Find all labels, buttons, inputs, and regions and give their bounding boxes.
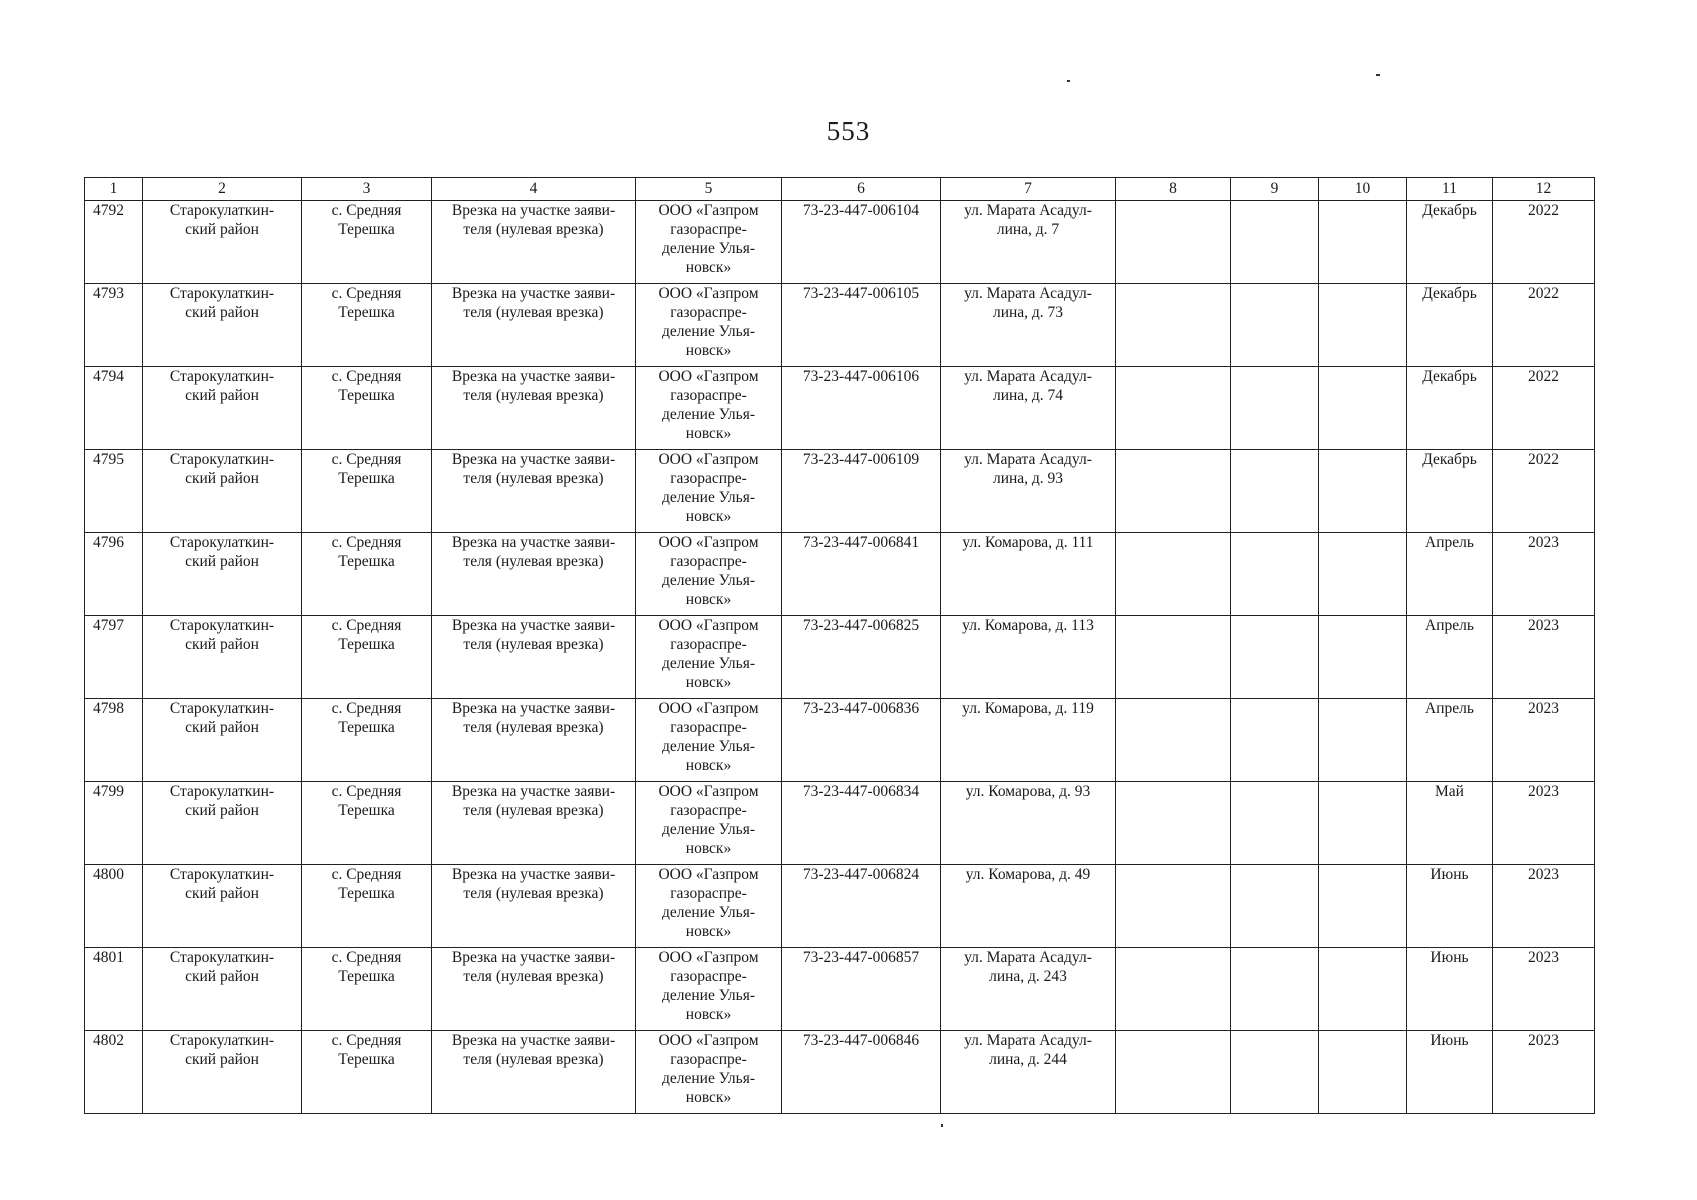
address-text: ул. Марата Асадул- лина, д. 243 <box>964 949 1092 985</box>
column-header-11: 11 <box>1407 178 1493 201</box>
table-row <box>85 948 1595 1031</box>
month-cell <box>1407 1031 1493 1114</box>
column-header-7: 7 <box>941 178 1116 201</box>
table-row <box>85 1031 1595 1114</box>
address-cell <box>941 284 1116 367</box>
month-text: Декабрь <box>1422 451 1477 468</box>
address-cell <box>941 1031 1116 1114</box>
column-9-cell <box>1231 782 1319 865</box>
district-text: Старокулаткин- ский район <box>169 949 275 985</box>
organization-text: ООО «Газпром газораспре- деление Улья- новск» <box>658 285 759 359</box>
row-number-text: 4802 <box>93 1032 124 1049</box>
page-number: 553 <box>826 116 871 146</box>
month-text: Декабрь <box>1422 368 1477 385</box>
organization-cell <box>636 450 782 533</box>
district-cell <box>143 201 302 284</box>
month-text: Декабрь <box>1422 285 1477 302</box>
work-type-cell <box>432 865 636 948</box>
cadastral-code-text: 73-23-447-006105 <box>802 285 920 302</box>
year-text: 2022 <box>1528 451 1559 468</box>
cadastral-code-text: 73-23-447-006834 <box>802 783 920 800</box>
village-cell <box>302 1031 432 1114</box>
year-text: 2022 <box>1528 285 1559 302</box>
village-cell <box>302 284 432 367</box>
work-type-text: Врезка на участке заяви- теля (нулевая врезка) <box>451 783 616 819</box>
column-9-cell <box>1231 1031 1319 1114</box>
year-text: 2023 <box>1528 1032 1559 1049</box>
month-text: Апрель <box>1425 534 1474 551</box>
data-table <box>84 177 1595 1114</box>
table-row <box>85 782 1595 865</box>
work-type-text: Врезка на участке заяви- теля (нулевая врезка) <box>451 1032 616 1068</box>
column-10-cell <box>1319 616 1407 699</box>
village-text: с. Средняя Терешка <box>331 368 402 404</box>
column-9-cell <box>1231 865 1319 948</box>
column-header-4: 4 <box>432 178 636 201</box>
organization-text: ООО «Газпром газораспре- деление Улья- новск» <box>658 451 759 525</box>
district-cell <box>143 284 302 367</box>
work-type-text: Врезка на участке заяви- теля (нулевая врезка) <box>451 866 616 902</box>
column-8-cell <box>1116 616 1231 699</box>
address-text: ул. Комарова, д. 119 <box>962 700 1094 717</box>
row-number-text: 4792 <box>93 202 124 219</box>
village-cell <box>302 450 432 533</box>
organization-cell <box>636 616 782 699</box>
district-text: Старокулаткин- ский район <box>169 534 275 570</box>
year-cell <box>1493 699 1595 782</box>
month-cell <box>1407 201 1493 284</box>
row-number-text: 4795 <box>93 451 124 468</box>
column-header-8: 8 <box>1116 178 1231 201</box>
row-number-cell <box>85 616 143 699</box>
column-header-5: 5 <box>636 178 782 201</box>
column-header-6: 6 <box>782 178 941 201</box>
table-row <box>85 533 1595 616</box>
month-text: Май <box>1435 783 1464 800</box>
village-text: с. Средняя Терешка <box>331 949 402 985</box>
district-text: Старокулаткин- ский район <box>169 700 275 736</box>
work-type-cell <box>432 367 636 450</box>
year-cell <box>1493 284 1595 367</box>
column-9-cell <box>1231 201 1319 284</box>
month-text: Июнь <box>1430 866 1469 883</box>
organization-text: ООО «Газпром газораспре- деление Улья- новск» <box>658 783 759 857</box>
district-cell <box>143 865 302 948</box>
column-10-cell <box>1319 699 1407 782</box>
cadastral-code-cell <box>782 616 941 699</box>
scan-speck <box>941 1124 943 1127</box>
row-number-text: 4793 <box>93 285 124 302</box>
row-number-text: 4796 <box>93 534 124 551</box>
row-number-cell <box>85 865 143 948</box>
table-row <box>85 201 1595 284</box>
year-cell <box>1493 1031 1595 1114</box>
address-text: ул. Комарова, д. 49 <box>965 866 1091 883</box>
district-text: Старокулаткин- ский район <box>169 285 275 321</box>
table-row <box>85 367 1595 450</box>
cadastral-code-text: 73-23-447-006841 <box>802 534 920 551</box>
village-text: с. Средняя Терешка <box>331 783 402 819</box>
cadastral-code-cell <box>782 450 941 533</box>
organization-cell <box>636 284 782 367</box>
year-text: 2023 <box>1528 617 1559 634</box>
column-10-cell <box>1319 782 1407 865</box>
cadastral-code-text: 73-23-447-006857 <box>802 949 920 966</box>
row-number-cell <box>85 367 143 450</box>
column-10-cell <box>1319 284 1407 367</box>
month-cell <box>1407 450 1493 533</box>
work-type-cell <box>432 616 636 699</box>
organization-cell <box>636 782 782 865</box>
cadastral-code-text: 73-23-447-006836 <box>802 700 920 717</box>
year-text: 2023 <box>1528 866 1559 883</box>
column-8-cell <box>1116 201 1231 284</box>
year-text: 2023 <box>1528 949 1559 966</box>
column-8-cell <box>1116 533 1231 616</box>
village-text: с. Средняя Терешка <box>331 285 402 321</box>
column-9-cell <box>1231 450 1319 533</box>
month-cell <box>1407 948 1493 1031</box>
row-number-text: 4794 <box>93 368 124 385</box>
cadastral-code-text: 73-23-447-006824 <box>802 866 920 883</box>
scan-speck <box>1067 80 1070 82</box>
row-number-cell <box>85 201 143 284</box>
organization-cell <box>636 533 782 616</box>
cadastral-code-text: 73-23-447-006825 <box>802 617 920 634</box>
address-cell <box>941 533 1116 616</box>
district-text: Старокулаткин- ский район <box>169 617 275 653</box>
table-row <box>85 865 1595 948</box>
month-text: Июнь <box>1430 949 1469 966</box>
year-cell <box>1493 367 1595 450</box>
year-cell <box>1493 533 1595 616</box>
address-text: ул. Марата Асадул- лина, д. 244 <box>964 1032 1092 1068</box>
village-cell <box>302 367 432 450</box>
row-number-text: 4797 <box>93 617 124 634</box>
row-number-cell <box>85 284 143 367</box>
column-header-12: 12 <box>1493 178 1595 201</box>
row-number-cell <box>85 1031 143 1114</box>
cadastral-code-text: 73-23-447-006104 <box>802 202 920 219</box>
scan-speck <box>1376 74 1380 76</box>
address-cell <box>941 367 1116 450</box>
address-text: ул. Комарова, д. 113 <box>962 617 1094 634</box>
column-8-cell <box>1116 782 1231 865</box>
column-10-cell <box>1319 948 1407 1031</box>
column-header-1: 1 <box>85 178 143 201</box>
address-text: ул. Марата Асадул- лина, д. 73 <box>964 285 1092 321</box>
work-type-cell <box>432 533 636 616</box>
row-number-text: 4799 <box>93 783 124 800</box>
work-type-cell <box>432 782 636 865</box>
village-text: с. Средняя Терешка <box>331 700 402 736</box>
district-cell <box>143 1031 302 1114</box>
month-text: Июнь <box>1430 1032 1469 1049</box>
row-number-cell <box>85 450 143 533</box>
organization-cell <box>636 865 782 948</box>
district-cell <box>143 699 302 782</box>
column-8-cell <box>1116 1031 1231 1114</box>
row-number-text: 4801 <box>93 949 124 966</box>
village-cell <box>302 865 432 948</box>
work-type-text: Врезка на участке заяви- теля (нулевая врезка) <box>451 700 616 736</box>
address-cell <box>941 948 1116 1031</box>
district-text: Старокулаткин- ский район <box>169 368 275 404</box>
organization-text: ООО «Газпром газораспре- деление Улья- новск» <box>658 866 759 940</box>
village-text: с. Средняя Терешка <box>331 1032 402 1068</box>
village-text: с. Средняя Терешка <box>331 866 402 902</box>
month-cell <box>1407 533 1493 616</box>
cadastral-code-cell <box>782 367 941 450</box>
organization-text: ООО «Газпром газораспре- деление Улья- новск» <box>658 949 759 1023</box>
column-8-cell <box>1116 367 1231 450</box>
cadastral-code-text: 73-23-447-006846 <box>802 1032 920 1049</box>
month-text: Апрель <box>1425 617 1474 634</box>
cadastral-code-cell <box>782 948 941 1031</box>
table-row <box>85 699 1595 782</box>
year-cell <box>1493 782 1595 865</box>
work-type-cell <box>432 1031 636 1114</box>
work-type-cell <box>432 948 636 1031</box>
column-9-cell <box>1231 367 1319 450</box>
column-9-cell <box>1231 284 1319 367</box>
organization-text: ООО «Газпром газораспре- деление Улья- новск» <box>658 202 759 276</box>
address-cell <box>941 616 1116 699</box>
column-header-2: 2 <box>143 178 302 201</box>
table-row <box>85 616 1595 699</box>
work-type-cell <box>432 450 636 533</box>
column-8-cell <box>1116 699 1231 782</box>
district-cell <box>143 782 302 865</box>
column-10-cell <box>1319 450 1407 533</box>
organization-cell <box>636 367 782 450</box>
work-type-text: Врезка на участке заяви- теля (нулевая врезка) <box>451 368 616 404</box>
district-cell <box>143 533 302 616</box>
address-cell <box>941 782 1116 865</box>
organization-text: ООО «Газпром газораспре- деление Улья- новск» <box>658 700 759 774</box>
month-text: Апрель <box>1425 700 1474 717</box>
column-10-cell <box>1319 367 1407 450</box>
cadastral-code-text: 73-23-447-006109 <box>802 451 920 468</box>
village-cell <box>302 782 432 865</box>
organization-text: ООО «Газпром газораспре- деление Улья- новск» <box>658 617 759 691</box>
village-text: с. Средняя Терешка <box>331 202 402 238</box>
work-type-cell <box>432 284 636 367</box>
organization-cell <box>636 1031 782 1114</box>
year-text: 2023 <box>1528 534 1559 551</box>
column-9-cell <box>1231 533 1319 616</box>
year-text: 2023 <box>1528 700 1559 717</box>
village-text: с. Средняя Терешка <box>331 617 402 653</box>
year-text: 2023 <box>1528 783 1559 800</box>
district-cell <box>143 616 302 699</box>
cadastral-code-cell <box>782 865 941 948</box>
village-cell <box>302 616 432 699</box>
column-10-cell <box>1319 533 1407 616</box>
year-cell <box>1493 450 1595 533</box>
work-type-cell <box>432 699 636 782</box>
row-number-cell <box>85 533 143 616</box>
district-text: Старокулаткин- ский район <box>169 866 275 902</box>
row-number-text: 4800 <box>93 866 124 883</box>
row-number-text: 4798 <box>93 700 124 717</box>
column-8-cell <box>1116 450 1231 533</box>
address-text: ул. Марата Асадул- лина, д. 7 <box>964 202 1092 238</box>
village-cell <box>302 948 432 1031</box>
cadastral-code-cell <box>782 699 941 782</box>
address-cell <box>941 865 1116 948</box>
organization-cell <box>636 948 782 1031</box>
work-type-text: Врезка на участке заяви- теля (нулевая врезка) <box>451 285 616 321</box>
cadastral-code-cell <box>782 782 941 865</box>
cadastral-code-cell <box>782 533 941 616</box>
month-cell <box>1407 865 1493 948</box>
year-text: 2022 <box>1528 202 1559 219</box>
village-text: с. Средняя Терешка <box>331 534 402 570</box>
village-cell <box>302 533 432 616</box>
village-text: с. Средняя Терешка <box>331 451 402 487</box>
row-number-cell <box>85 948 143 1031</box>
organization-text: ООО «Газпром газораспре- деление Улья- новск» <box>658 368 759 442</box>
district-text: Старокулаткин- ский район <box>169 783 275 819</box>
work-type-cell <box>432 201 636 284</box>
work-type-text: Врезка на участке заяви- теля (нулевая врезка) <box>451 949 616 985</box>
column-10-cell <box>1319 201 1407 284</box>
column-8-cell <box>1116 284 1231 367</box>
table-body <box>85 201 1595 1114</box>
column-8-cell <box>1116 948 1231 1031</box>
column-10-cell <box>1319 1031 1407 1114</box>
organization-text: ООО «Газпром газораспре- деление Улья- новск» <box>658 1032 759 1106</box>
district-text: Старокулаткин- ский район <box>169 451 275 487</box>
address-cell <box>941 201 1116 284</box>
district-cell <box>143 948 302 1031</box>
district-text: Старокулаткин- ский район <box>169 202 275 238</box>
column-10-cell <box>1319 865 1407 948</box>
year-cell <box>1493 201 1595 284</box>
district-cell <box>143 367 302 450</box>
column-9-cell <box>1231 948 1319 1031</box>
row-number-cell <box>85 699 143 782</box>
address-text: ул. Марата Асадул- лина, д. 93 <box>964 451 1092 487</box>
column-9-cell <box>1231 616 1319 699</box>
work-type-text: Врезка на участке заяви- теля (нулевая врезка) <box>451 202 616 238</box>
organization-cell <box>636 201 782 284</box>
month-text: Декабрь <box>1422 202 1477 219</box>
column-header-10: 10 <box>1319 178 1407 201</box>
district-cell <box>143 450 302 533</box>
cadastral-code-cell <box>782 1031 941 1114</box>
work-type-text: Врезка на участке заяви- теля (нулевая врезка) <box>451 617 616 653</box>
column-header-3: 3 <box>302 178 432 201</box>
row-number-cell <box>85 782 143 865</box>
village-cell <box>302 699 432 782</box>
table-row <box>85 450 1595 533</box>
month-cell <box>1407 367 1493 450</box>
address-cell <box>941 450 1116 533</box>
year-cell <box>1493 865 1595 948</box>
organization-cell <box>636 699 782 782</box>
year-cell <box>1493 616 1595 699</box>
column-header-9: 9 <box>1231 178 1319 201</box>
month-cell <box>1407 699 1493 782</box>
table-row <box>85 284 1595 367</box>
organization-text: ООО «Газпром газораспре- деление Улья- новск» <box>658 534 759 608</box>
work-type-text: Врезка на участке заяви- теля (нулевая врезка) <box>451 534 616 570</box>
column-9-cell <box>1231 699 1319 782</box>
cadastral-code-text: 73-23-447-006106 <box>802 368 920 385</box>
district-text: Старокулаткин- ский район <box>169 1032 275 1068</box>
work-type-text: Врезка на участке заяви- теля (нулевая врезка) <box>451 451 616 487</box>
address-cell <box>941 699 1116 782</box>
cadastral-code-cell <box>782 284 941 367</box>
year-cell <box>1493 948 1595 1031</box>
column-number-row <box>85 178 1595 201</box>
month-cell <box>1407 782 1493 865</box>
month-cell <box>1407 284 1493 367</box>
village-cell <box>302 201 432 284</box>
address-text: ул. Комарова, д. 93 <box>965 783 1091 800</box>
address-text: ул. Марата Асадул- лина, д. 74 <box>964 368 1092 404</box>
month-cell <box>1407 616 1493 699</box>
address-text: ул. Комарова, д. 111 <box>962 534 1094 551</box>
column-8-cell <box>1116 865 1231 948</box>
cadastral-code-cell <box>782 201 941 284</box>
year-text: 2022 <box>1528 368 1559 385</box>
